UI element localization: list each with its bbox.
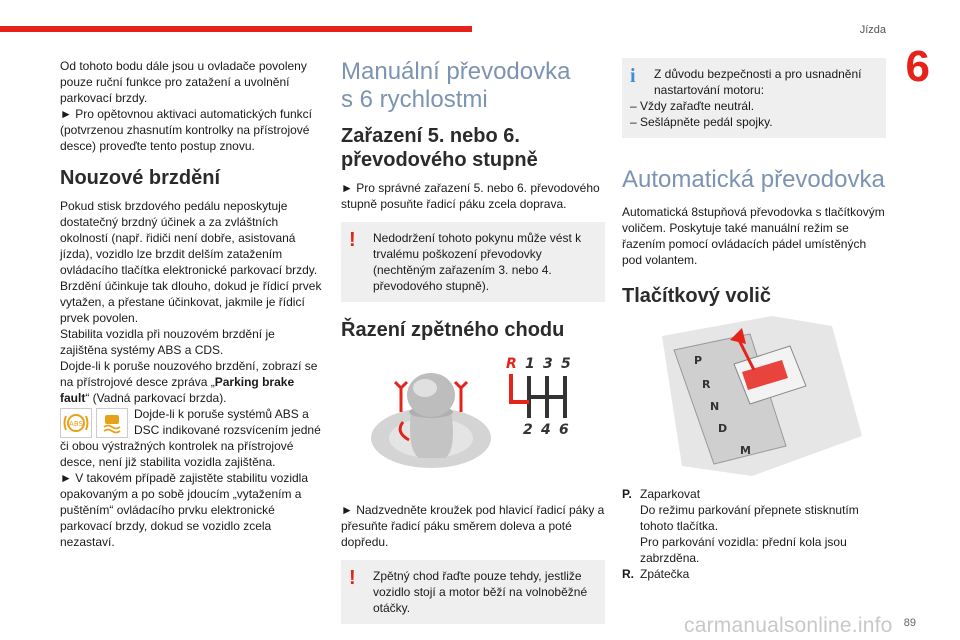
column-3: [622, 58, 886, 582]
dsc-warning-icon: [96, 408, 128, 438]
column-2: [341, 58, 605, 634]
column-1: [60, 58, 322, 550]
paragraph: Od tohoto bodu dále jsou u ovladače povoleny pouze ruční funkce pro zatažení a uvolnění parkovací brzdy.: [60, 59, 307, 105]
header-accent-bar: [0, 26, 472, 32]
info-box: [622, 58, 886, 138]
definition-item: P. Zaparkovat: [622, 487, 701, 501]
warning-icons-paragraph: [60, 406, 322, 470]
paragraph: Brzdění účinkuje tak dlouho, dokud je řídicí prvek vytažen, a přestane účinkovat, jakmile je řídicí prvek povolen.: [60, 279, 322, 325]
definition-item: Do režimu parkování přepnete stisknutím tohoto tlačítka.: [640, 503, 859, 533]
section-heading: Nouzové brzdění: [60, 167, 221, 189]
warning-box: [341, 560, 605, 624]
paragraph: Dojde-li k poruše systémů ABS a DSC indikované rozsvícením jedné či obou výstražných kontrolek na přístrojové desce, není již stabilita vozidla zajištěna.: [60, 407, 321, 469]
info-icon: i: [630, 65, 636, 87]
paragraph: ► V takovém případě zajistěte stabilitu vozidla opakovaným a po sobě jdoucím „vytažením a puštěním“ ovládacího prvku elektronické parkovací brzdy, dokud se vozidlo zcela nezastaví.: [60, 471, 308, 549]
gear-label: 4: [541, 422, 551, 438]
push-button-selector-illustration: [622, 316, 886, 476]
exclamation-icon: !: [349, 567, 356, 589]
subsection-heading: Tlačítkový volič: [622, 285, 771, 307]
selector-label-p: P: [694, 354, 703, 367]
page-number: 89: [903, 617, 916, 629]
info-item: – Vždy zařaďte neutrál.: [630, 99, 755, 113]
svg-text:ABS: ABS: [69, 420, 83, 428]
info-text: Z důvodu bezpečnosti a pro usnadnění nastartování motoru:: [654, 67, 862, 97]
gear-label: 6: [559, 422, 569, 438]
paragraph: ► Pro správné zařazení 5. nebo 6. převodového stupně posuňte řadicí páku zcela doprava.: [341, 181, 600, 211]
warning-text: Zpětný chod řaďte pouze tehdy, jestliže vozidlo stojí a motor běží na volnoběžné otáčky.: [373, 569, 588, 615]
warning-message: Parking brake fault: [60, 375, 295, 405]
paragraph: ► Pro opětovnou aktivaci automatických funkcí (potvrzenou zhasnutím kontrolky na přístrojové desce) proveďte tento postup znovu.: [60, 107, 312, 153]
gear-label: 2: [523, 422, 533, 438]
warning-box: [341, 222, 605, 302]
section-heading: Automatická převodovka: [622, 166, 885, 193]
paragraph: Stabilita vozidla při nouzovém brzdění je zajištěna systémy ABS a CDS.: [60, 327, 275, 357]
warning-text: Nedodržení tohoto pokynu může vést k trvalému poškození převodovky (nechtěným zařazením 3. nebo 4. převodového stupně).: [373, 231, 582, 293]
selector-label-m: M: [740, 444, 751, 457]
paragraph: Dojde-li k poruše nouzového brzdění, zobrazí se na přístrojové desce zpráva „Parking brake fault“ (Vadná parkovací brzda).: [60, 359, 318, 405]
selector-label-d: D: [718, 422, 728, 435]
subsection-heading: Řazení zpětného chodu: [341, 319, 565, 341]
paragraph: Automatická 8stupňová převodovka s tlačítkovým voličem. Poskytuje také manuální režim se řazením pomocí ovládacích pádel umístěných pod volantem.: [622, 205, 885, 267]
chapter-number: 6: [905, 42, 930, 91]
info-item: – Sešlápněte pedál spojky.: [630, 115, 773, 129]
gear-label: 5: [561, 356, 571, 372]
definition-item: R. Zpátečka: [622, 567, 690, 581]
subsection-heading: Zařazení 5. nebo 6. převodového stupně: [341, 125, 538, 171]
selector-label-r: R: [702, 378, 711, 391]
abs-warning-icon: [60, 408, 92, 438]
section-title: Jízda: [859, 24, 886, 36]
watermark: carmanualsonline.info: [684, 614, 893, 637]
exclamation-icon: !: [349, 229, 356, 251]
paragraph: ► Nadzvedněte kroužek pod hlavicí řadicí páky a přesuňte řadicí páku směrem doleva a poté dopředu.: [341, 503, 605, 549]
gear-label: 3: [543, 356, 553, 372]
gear-label: 1: [525, 356, 535, 372]
paragraph: Pokud stisk brzdového pedálu neposkytuje dostatečný brzdný účinek a za zvláštních okolností (např. řidiči není dobře, asistovaná jízda), vozidlo lze brzdit delším zatažením ovládacího tlačítka elektronické parkovací brzdy.: [60, 199, 318, 277]
selector-label-n: N: [710, 400, 720, 413]
definition-item: Pro parkování vozidla: přední kola jsou zabrzděna.: [640, 535, 847, 565]
warning-icons: [60, 408, 128, 438]
section-heading: Manuální převodovka s 6 rychlostmi: [341, 58, 571, 113]
gear-label-r: R: [506, 356, 517, 372]
reverse-gear-illustration: [341, 350, 605, 490]
